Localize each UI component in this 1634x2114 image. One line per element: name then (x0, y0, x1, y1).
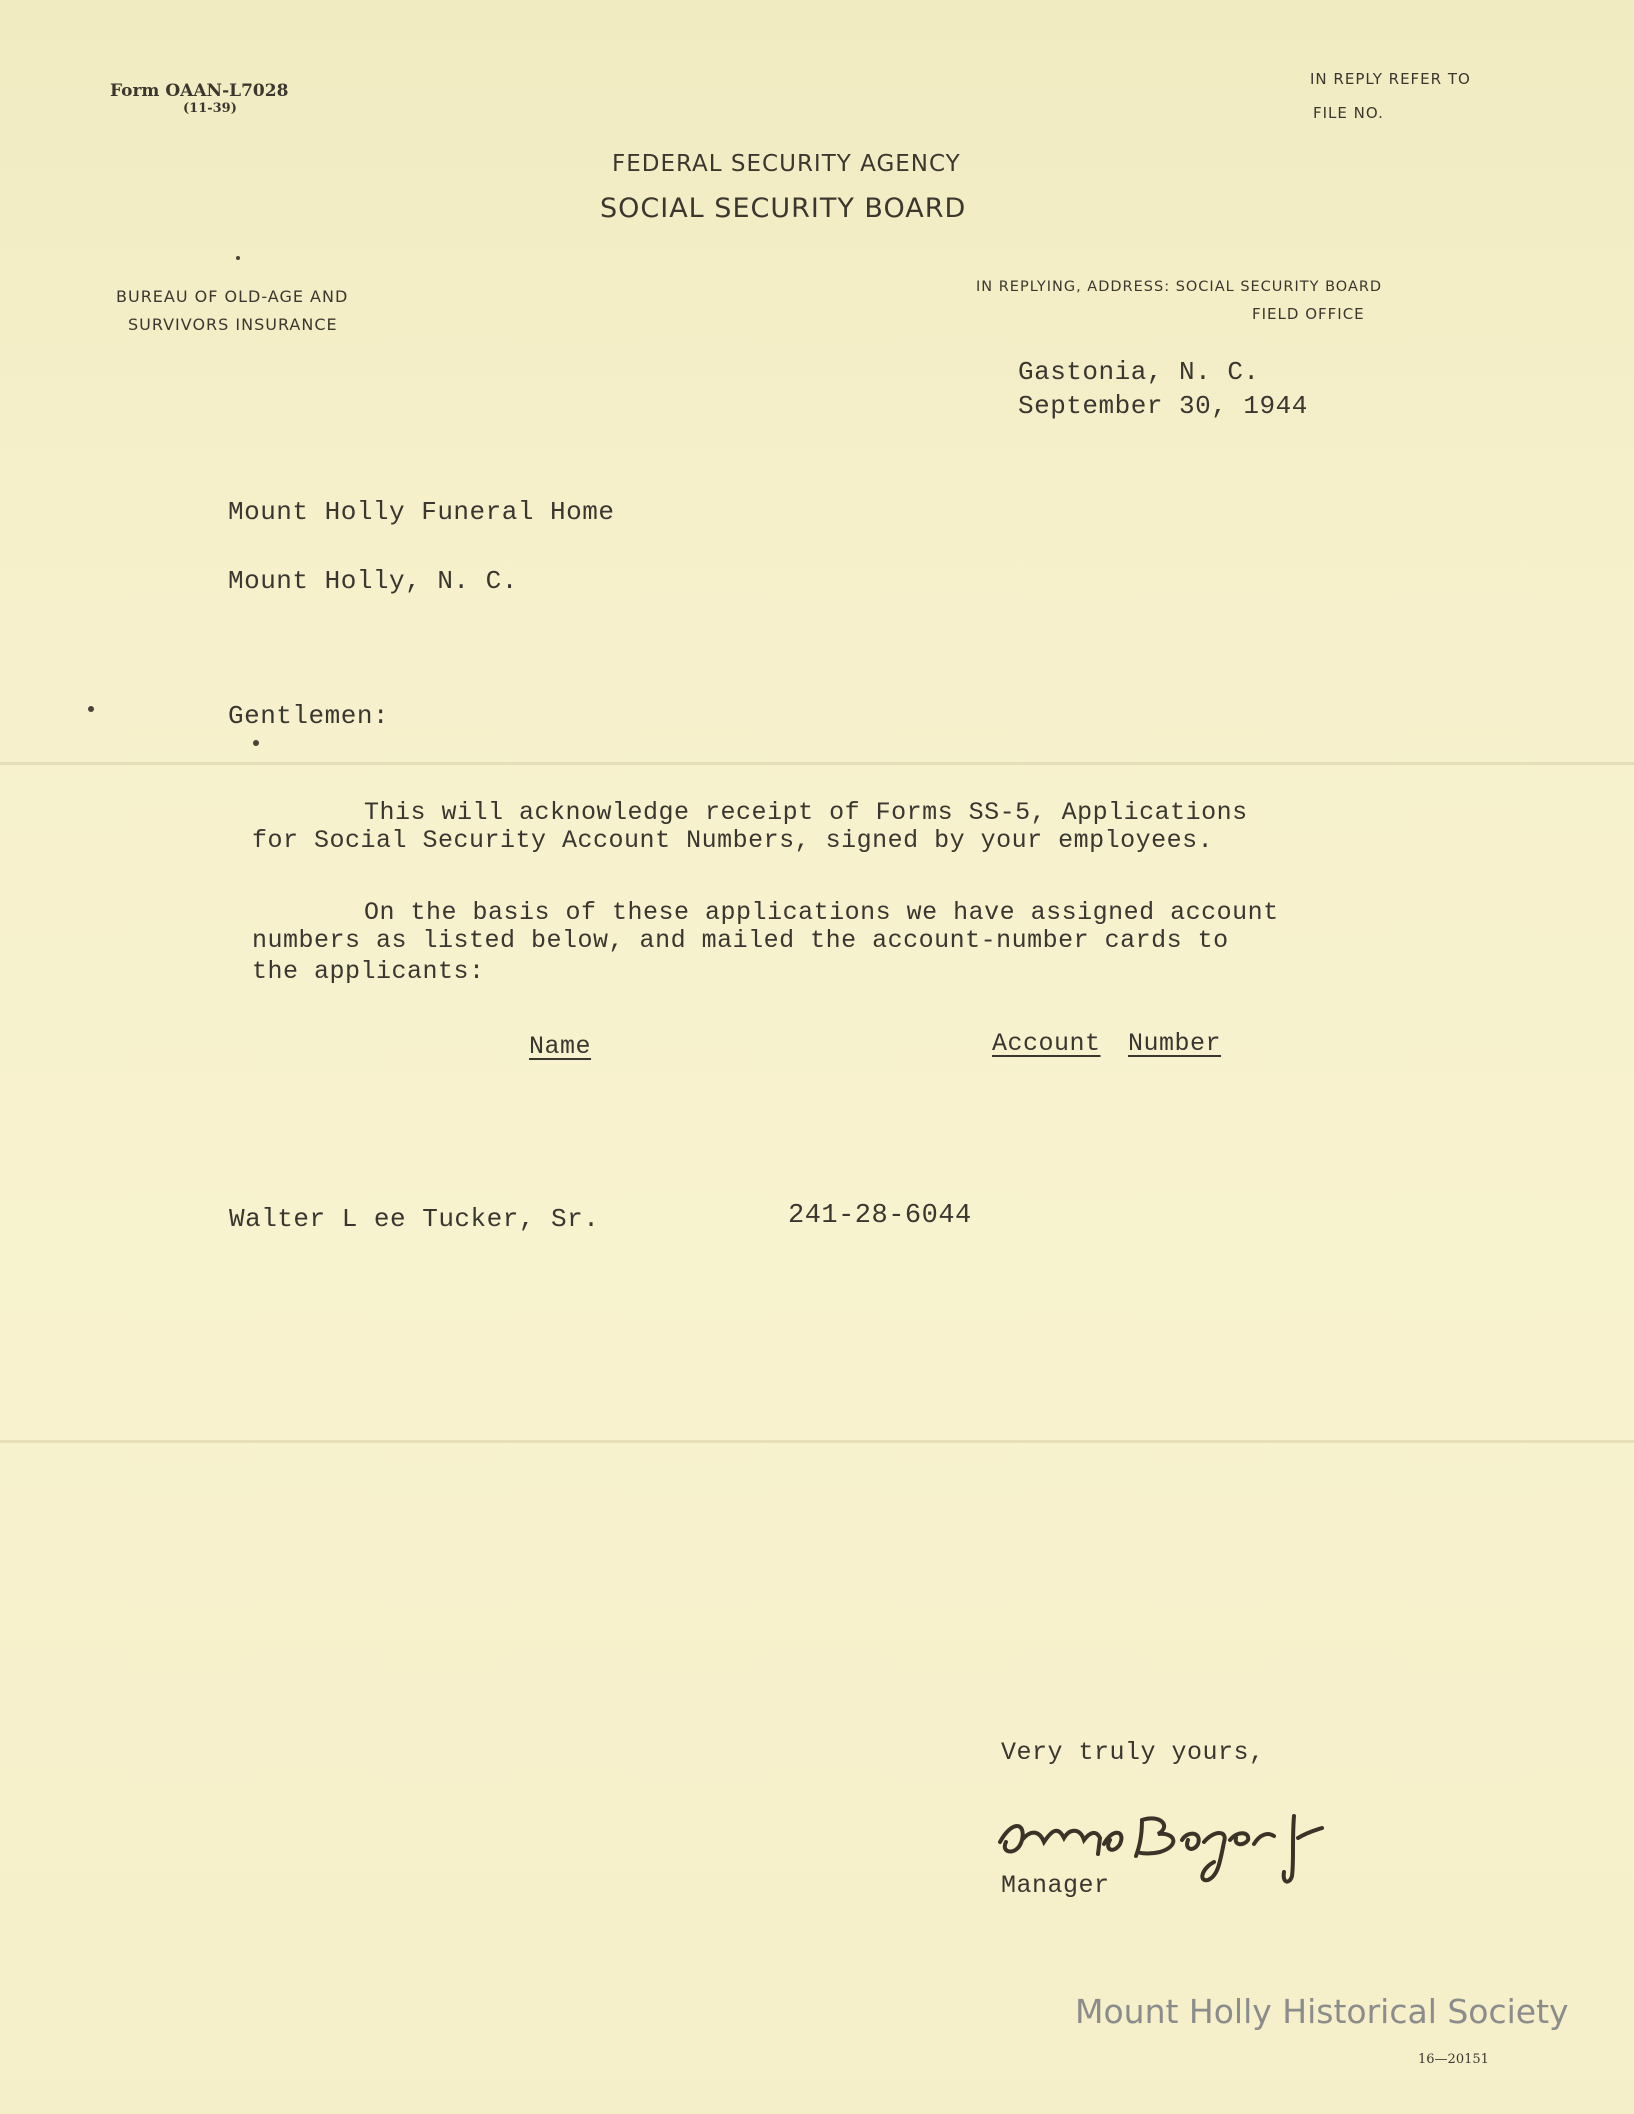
paragraph2-line1: On the basis of these applications we have assigned account (364, 898, 1279, 927)
board-name: SOCIAL SECURITY BOARD (600, 193, 967, 224)
form-number: Form OAAN-L7028 (110, 81, 289, 101)
closing: Very truly yours, (1001, 1738, 1265, 1767)
number-column-header: Number (1128, 1029, 1222, 1058)
agency-name: FEDERAL SECURITY AGENCY (612, 151, 961, 177)
dateline-place: Gastonia, N. C. (1018, 357, 1260, 387)
name-column-header: Name (529, 1032, 592, 1061)
fold-line (0, 762, 1634, 765)
reply-refer-label: IN REPLY REFER TO (1310, 70, 1471, 88)
stray-mark (88, 706, 94, 712)
signer-title: Manager (1001, 1871, 1110, 1900)
reply-address: IN REPLYING, ADDRESS: SOCIAL SECURITY BOARD (976, 279, 1383, 295)
bureau-line2: SURVIVORS INSURANCE (128, 315, 338, 334)
fold-line (0, 1440, 1634, 1443)
watermark: Mount Holly Historical Society (1075, 1992, 1569, 2031)
recipient-name: Mount Holly Funeral Home (228, 497, 615, 527)
file-no-label: FILE NO. (1313, 104, 1384, 122)
field-office-label: FIELD OFFICE (1252, 305, 1365, 323)
account-column-header: Account (992, 1029, 1101, 1058)
table-row-name: Walter L ee Tucker, Sr. (229, 1204, 600, 1234)
stray-mark (236, 256, 240, 260)
paragraph2-line3: the applicants: (252, 957, 485, 986)
form-revision: (11-39) (183, 101, 237, 116)
recipient-city: Mount Holly, N. C. (228, 566, 518, 596)
table-row-account: 241-28-6044 (788, 1201, 972, 1231)
stray-mark (253, 740, 259, 746)
dateline-date: September 30, 1944 (1018, 391, 1308, 421)
print-code: 16—20151 (1418, 2052, 1489, 2067)
bureau-line1: BUREAU OF OLD-AGE AND (116, 287, 349, 306)
paragraph1-line2: for Social Security Account Numbers, signed by your employees. (252, 826, 1214, 855)
paragraph1-line1: This will acknowledge receipt of Forms SS-5, Applications (364, 798, 1248, 827)
paragraph2-line2: numbers as listed below, and mailed the account-number cards to (252, 926, 1229, 955)
salutation: Gentlemen: (228, 701, 390, 731)
